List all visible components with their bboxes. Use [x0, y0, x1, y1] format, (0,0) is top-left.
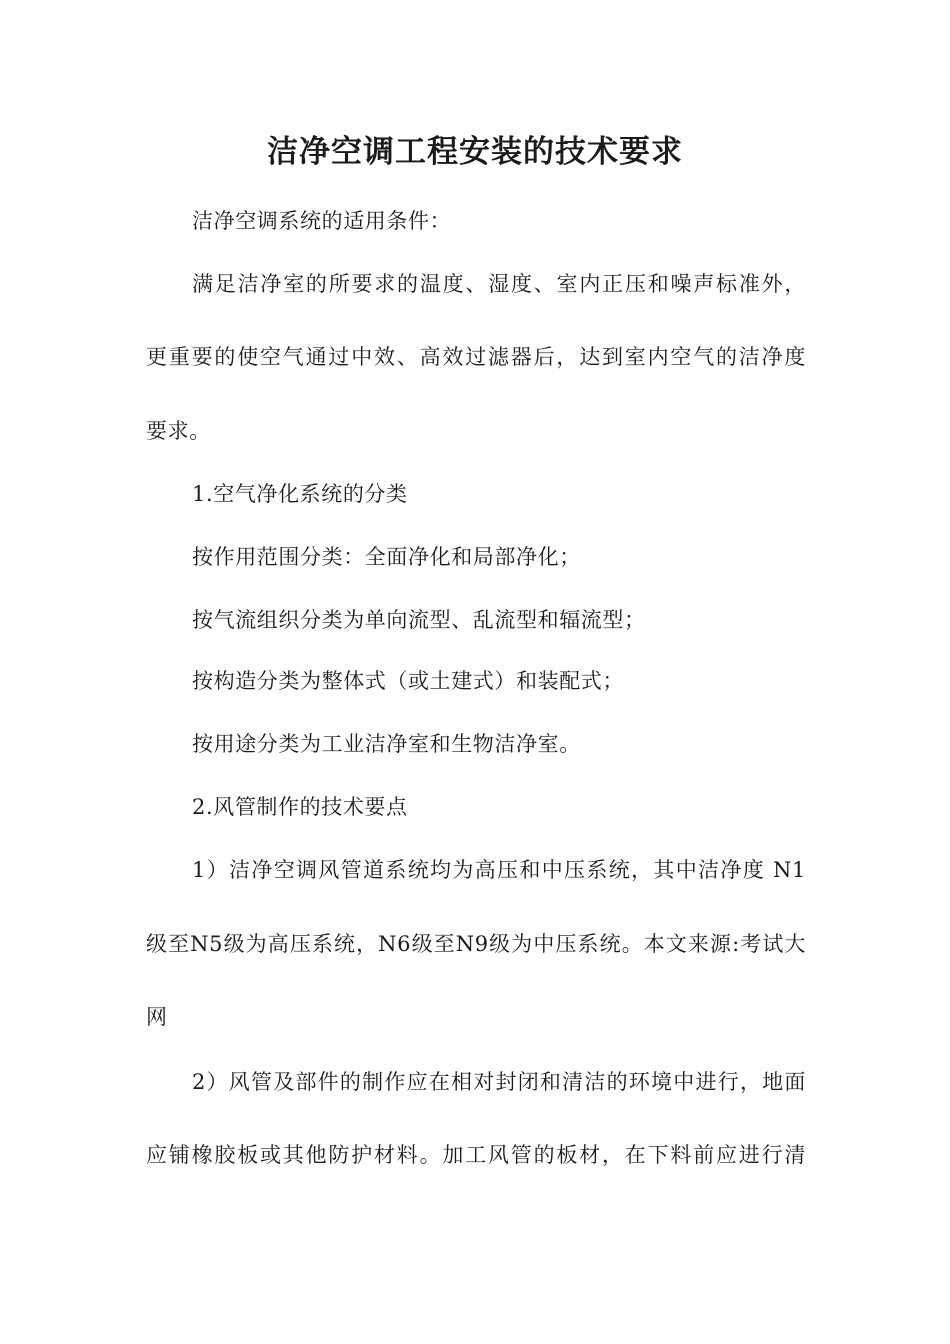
- section-heading: 2.风管制作的技术要点: [192, 795, 408, 819]
- paragraph-line: 更重要的使空气通过中效、高效过滤器后，达到室内空气的洁净度: [146, 345, 806, 369]
- paragraph-line: 按用途分类为工业洁净室和生物洁净室。: [192, 732, 581, 756]
- section-heading: 1.空气净化系统的分类: [192, 482, 408, 506]
- paragraph-line: 洁净空调系统的适用条件：: [192, 209, 452, 233]
- document-title: 洁净空调工程安装的技术要求: [267, 134, 683, 170]
- paragraph-line: 1）洁净空调风管道系统均为高压和中压系统，其中洁净度 N1: [192, 858, 806, 882]
- paragraph-line: 满足洁净室的所要求的温度、湿度、室内正压和噪声标准外，: [192, 272, 806, 296]
- paragraph-line: 网: [146, 1005, 168, 1029]
- paragraph-line: 按构造分类为整体式（或土建式）和装配式；: [192, 669, 624, 693]
- paragraph-line: 级至N5级为高压系统，N6级至N9级为中压系统。本文来源:考试大: [146, 932, 806, 956]
- paragraph-line: 按作用范围分类：全面净化和局部净化；: [192, 545, 581, 569]
- paragraph-line: 2）风管及部件的制作应在相对封闭和清洁的环境中进行，地面: [192, 1070, 806, 1094]
- paragraph-line: 应铺橡胶板或其他防护材料。加工风管的板材，在下料前应进行清: [146, 1143, 806, 1167]
- paragraph-line: 按气流组织分类为单向流型、乱流型和辐流型；: [192, 608, 646, 632]
- paragraph-line: 要求。: [146, 419, 211, 443]
